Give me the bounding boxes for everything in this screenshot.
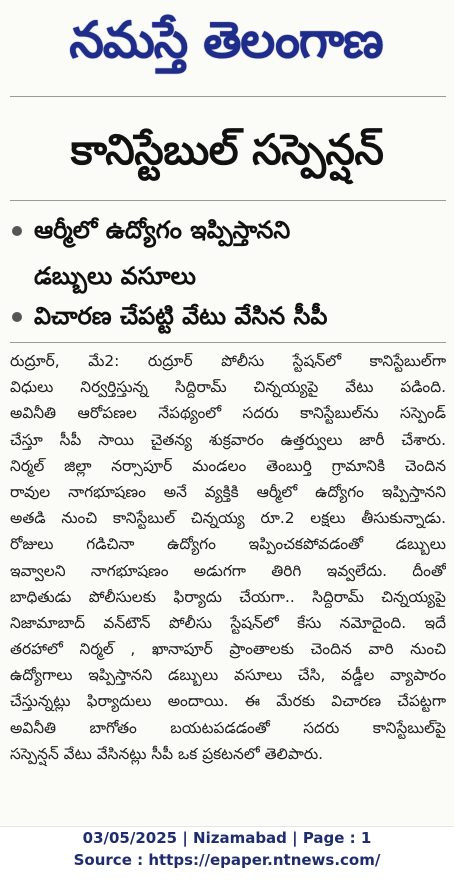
body-line: చేస్తున్నట్లు ఫిర్యాదులు అందాయి. ఈ మేరకు విచారణ చేపట్టగా — [10, 692, 446, 711]
footer-date-edition: 03/05/2025 | Nizamabad | Page : 1 — [82, 829, 372, 847]
body-line: రుద్రూర్, మే2: రుద్రూర్ పోలీసు స్టేషన్‌లో కానిస్టేబుల్‌గా — [10, 352, 446, 370]
body-line: నిజామాబాద్ వన్‌టౌన్ పోలీసు స్టేషన్‌లో కేసు నమోదైంది. ఇదే — [10, 613, 446, 632]
article-body — [10, 348, 446, 767]
subhead-line: ఆర్మీలో ఉద్యోగం ఇప్పిస్తానని — [34, 216, 291, 244]
body-line: విధులు నిర్వర్తిస్తున్న సిద్దిరామ్ చిన్నయ్యపై వేటు పడింది. — [10, 378, 446, 397]
article-headline: కానిస్టేబుల్ సస్పెన్షన్ — [70, 125, 384, 174]
body-line: రోజులు గడిచినా ఉద్యోగం ఇప్పించకపోవడంతో డబ్బులు — [10, 535, 446, 554]
bullet-icon — [12, 312, 22, 322]
divider-line — [10, 342, 446, 343]
body-line: చేస్తూ సీపీ సాయి చైతన్య శుక్రవారం ఉత్తర్వులు జారీ చేశారు. — [10, 430, 446, 449]
body-line: ఇవ్వాలని నాగభూషణం అడుగగా తిరిగి ఇవ్వలేదు. దీంతో — [10, 561, 446, 580]
divider-line — [10, 96, 446, 97]
body-line: బాధితుడు పోలీసులకు ఫిర్యాదు చేయగా.. సిద్దిరామ్ చిన్నయ్యపై — [10, 587, 446, 606]
body-line: నిర్మల్ జిల్లా నర్సాపూర్ మండలం తెంబుర్తి గ్రామానికి చెందిన — [10, 456, 446, 475]
body-line: అవినీతి ఆరోపణల నేపథ్యంలో సదరు కానిస్టేబుల్‌ను సస్పెండ్ — [10, 404, 446, 423]
body-line: అతడి నుంచి కానిస్టేబుల్ చిన్నయ్య రూ.2 లక్షలు తీసుకున్నాడు. — [10, 509, 446, 528]
newspaper-masthead: నమస్తే తెలంగాణ — [69, 11, 383, 69]
subhead-text — [34, 298, 327, 334]
body-line: అవినీతి బాగోతం బయటపడడంతో సదరు కానిస్టేబుల్‌పై — [10, 718, 446, 737]
subhead-line: డబ్బులు వసూలు — [34, 262, 196, 290]
body-line: తరహాలో నిర్మల్ , ఖానాపూర్ ప్రాంతాలకు చెందిన వారి నుంచి — [10, 640, 446, 659]
subhead-bullet-1 — [12, 212, 290, 294]
subhead-line: విచారణ చేపట్టి వేటు వేసిన సీపీ — [34, 302, 328, 330]
body-line: రావుల నాగభూషణం అనే వ్యక్తికి ఆర్మీలో ఉద్యోగం ఇప్పిస్తానని — [10, 482, 446, 501]
divider-line — [10, 200, 446, 201]
body-line: సస్పెన్షన్ వేటు వేసినట్లు సీపీ ఒక ప్రకటనలో తెలిపారు. — [10, 744, 324, 763]
subhead-text — [34, 212, 290, 294]
bullet-icon — [12, 226, 22, 236]
subhead-bullet-2 — [12, 298, 327, 334]
footer-source: Source : https://epaper.ntnews.com/ — [73, 851, 381, 869]
body-line: ఉద్యోగాలు ఇప్పిస్తానని డబ్బులు వసూలు చేసి, వడ్డీల వ్యాపారం — [10, 666, 446, 685]
